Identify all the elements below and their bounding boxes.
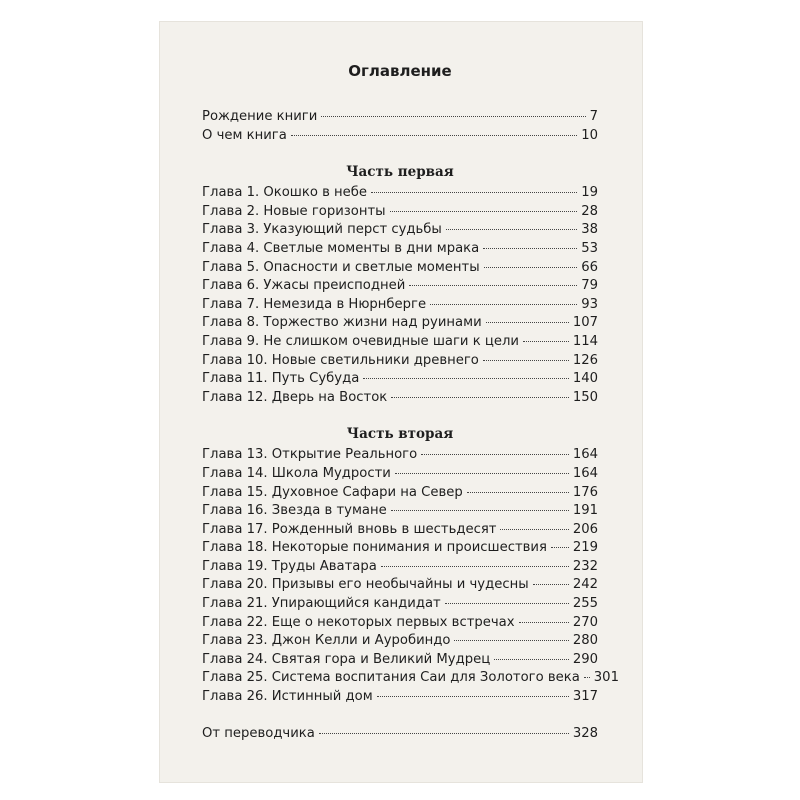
toc-entry xyxy=(202,651,598,670)
front-matter-list xyxy=(202,108,598,145)
toc-entry-label: Глава 26. Истинный дом xyxy=(202,689,373,705)
toc-entry-label: Глава 11. Путь Субуда xyxy=(202,371,360,387)
part-section xyxy=(202,424,619,706)
dot-leader xyxy=(391,397,569,398)
toc-entry xyxy=(202,725,598,744)
toc-entry-label: О чем книга xyxy=(202,127,287,143)
toc-entry-label: Глава 4. Светлые моменты в дни мрака xyxy=(202,240,480,256)
toc-entry-label: Глава 21. Упирающийся кандидат xyxy=(202,596,441,612)
toc-entry-page: 126 xyxy=(572,352,598,368)
toc-entry xyxy=(202,108,598,127)
toc-entry xyxy=(202,558,598,577)
toc-entry-page: 270 xyxy=(572,614,598,630)
toc-entry xyxy=(202,333,598,352)
toc-entry-page: 140 xyxy=(572,371,598,387)
toc-entry xyxy=(202,127,598,146)
toc-entry-label: Глава 15. Духовное Сафари на Север xyxy=(202,484,463,500)
toc-entry xyxy=(202,539,598,558)
toc-entry xyxy=(202,484,598,503)
dot-leader xyxy=(319,733,569,734)
table-of-contents xyxy=(202,60,619,743)
toc-entry xyxy=(202,632,598,651)
toc-entry-label: Глава 12. Дверь на Восток xyxy=(202,389,388,405)
toc-entry-page: 164 xyxy=(572,447,598,463)
toc-entry-label: Глава 1. Окошко в небе xyxy=(202,185,368,201)
toc-entry-label: Глава 5. Опасности и светлые моменты xyxy=(202,259,480,275)
toc-entry-page: 206 xyxy=(572,521,598,537)
toc-entry xyxy=(202,595,598,614)
toc-entry-label: Глава 17. Рожденный вновь в шестьдесят xyxy=(202,521,497,537)
toc-entry-label: Глава 22. Еще о некоторых первых встречах xyxy=(202,614,515,630)
dot-leader xyxy=(519,622,569,623)
toc-entry xyxy=(202,203,598,222)
toc-entry-label: Рождение книги xyxy=(202,109,318,124)
dot-leader xyxy=(291,135,577,136)
toc-entry-page: 317 xyxy=(572,689,598,705)
toc-entry-page: 280 xyxy=(572,633,598,649)
toc-entry xyxy=(202,259,598,278)
toc-entry-page: 38 xyxy=(581,222,598,238)
toc-entry xyxy=(202,277,598,296)
dot-leader xyxy=(483,360,569,361)
toc-entry-page: 290 xyxy=(572,651,598,667)
toc-entry-page: 164 xyxy=(572,465,598,481)
dot-leader xyxy=(484,267,578,268)
toc-entry-page: 328 xyxy=(572,725,598,741)
dot-leader xyxy=(551,547,569,548)
toc-entry xyxy=(202,521,598,540)
dot-leader xyxy=(483,248,577,249)
toc-entry-label: Глава 18. Некоторые понимания и происшествия xyxy=(202,540,547,556)
toc-entry xyxy=(202,370,598,389)
toc-entry xyxy=(202,446,598,465)
toc-title: Оглавление xyxy=(348,62,452,80)
dot-leader xyxy=(446,229,577,230)
toc-entry-page: 66 xyxy=(581,259,598,275)
toc-entry-label: Глава 24. Святая гора и Великий Мудрец xyxy=(202,651,491,667)
dot-leader xyxy=(409,285,577,286)
dot-leader xyxy=(584,677,590,678)
dot-leader xyxy=(377,696,569,697)
part-heading: Часть вторая xyxy=(346,426,454,443)
toc-entry-label: От переводчика xyxy=(202,725,315,741)
chapter-list xyxy=(202,184,598,407)
toc-entry-label: Глава 16. Звезда в тумане xyxy=(202,503,387,519)
toc-entry-label: Глава 23. Джон Келли и Ауробиндо xyxy=(202,633,451,649)
toc-entry-label: Глава 9. Не слишком очевидные шаги к цели xyxy=(202,333,519,349)
toc-entry-label: Глава 20. Призывы его необычайны и чудесны xyxy=(202,577,529,593)
toc-entry-page: 242 xyxy=(572,577,598,593)
toc-entry-label: Глава 10. Новые светильники древнего xyxy=(202,352,479,368)
toc-entry xyxy=(202,502,598,521)
toc-entry-page: 255 xyxy=(572,596,598,612)
toc-entry xyxy=(202,296,598,315)
toc-entry-label: Глава 2. Новые горизонты xyxy=(202,203,386,219)
dot-leader xyxy=(371,192,577,193)
dot-leader xyxy=(486,322,569,323)
toc-entry xyxy=(202,389,598,408)
dot-leader xyxy=(454,640,568,641)
toc-entry-page: 191 xyxy=(572,503,598,519)
toc-entry-page: 107 xyxy=(572,315,598,331)
toc-entry xyxy=(202,614,598,633)
dot-leader xyxy=(467,492,569,493)
toc-entry-page: 93 xyxy=(581,296,598,312)
toc-entry-page: 176 xyxy=(572,484,598,500)
toc-entry-page: 219 xyxy=(572,540,598,556)
toc-entry-label: Глава 13. Открытие Реального xyxy=(202,447,418,463)
toc-entry xyxy=(202,352,598,371)
dot-leader xyxy=(391,510,569,511)
dot-leader xyxy=(321,116,585,117)
toc-entry xyxy=(202,314,598,333)
toc-entry xyxy=(202,465,598,484)
toc-entry xyxy=(202,669,619,688)
back-matter-list xyxy=(202,725,598,744)
dot-leader xyxy=(421,454,569,455)
toc-entry-label: Глава 7. Немезида в Нюрнберге xyxy=(202,296,427,312)
toc-entry-page: 301 xyxy=(593,670,619,686)
dot-leader xyxy=(390,211,578,212)
spacer xyxy=(202,707,598,725)
toc-entry-page: 79 xyxy=(581,278,598,294)
toc-entry-page: 114 xyxy=(572,333,598,349)
dot-leader xyxy=(523,341,569,342)
toc-entry xyxy=(202,184,598,203)
toc-entry-label: Глава 14. Школа Мудрости xyxy=(202,465,391,481)
toc-entry xyxy=(202,688,598,707)
part-heading: Часть первая xyxy=(346,164,454,181)
toc-entry-label: Глава 3. Указующий перст судьбы xyxy=(202,222,442,238)
dot-leader xyxy=(500,529,568,530)
toc-entry xyxy=(202,576,598,595)
toc-entry-page: 7 xyxy=(589,109,598,124)
toc-entry-label: Глава 6. Ужасы преисподней xyxy=(202,278,406,294)
toc-entry-page: 19 xyxy=(581,185,598,201)
toc-entry-page: 53 xyxy=(581,240,598,256)
toc-entry-page: 232 xyxy=(572,558,598,574)
chapter-list xyxy=(202,446,619,706)
dot-leader xyxy=(533,584,569,585)
toc-entry-label: Глава 25. Система воспитания Саи для Золотого века xyxy=(202,670,580,686)
toc-entry xyxy=(202,221,598,240)
toc-entry-label: Глава 8. Торжество жизни над руинами xyxy=(202,315,482,331)
toc-entry-label: Глава 19. Труды Аватара xyxy=(202,558,377,574)
toc-entry-page: 10 xyxy=(581,127,598,143)
dot-leader xyxy=(494,659,569,660)
part-section xyxy=(202,162,598,407)
toc-entry-page: 28 xyxy=(581,203,598,219)
toc-entry-page: 150 xyxy=(572,389,598,405)
toc-entry xyxy=(202,240,598,259)
dot-leader xyxy=(445,603,569,604)
dot-leader xyxy=(430,304,577,305)
dot-leader xyxy=(363,378,569,379)
dot-leader xyxy=(395,473,569,474)
dot-leader xyxy=(381,566,569,567)
